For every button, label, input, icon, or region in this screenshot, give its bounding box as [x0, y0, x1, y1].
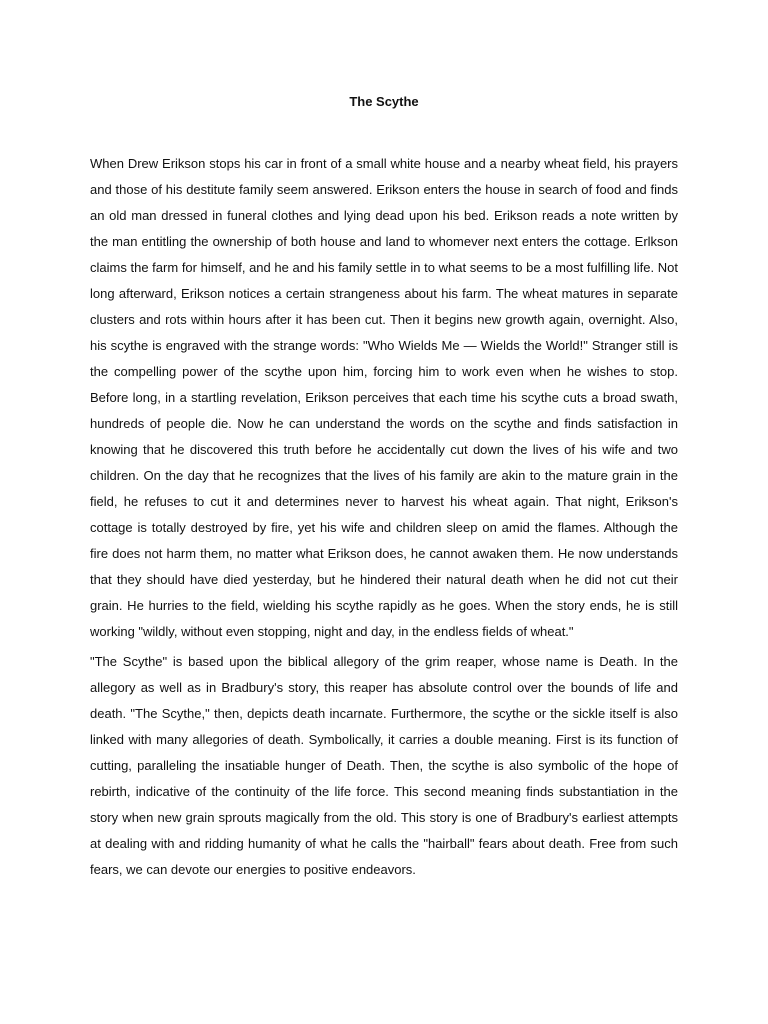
document-page — [90, 94, 678, 887]
paragraph-analysis: "The Scythe" is based upon the biblical allegory of the grim reaper, whose name is Death. In the allegory as well as in Bradbury's story, this reaper has absolute control over the bounds of life and death. "The Scythe," then, depicts death incarnate. Furthermore, the scythe or the sickle itself is also linked with many allegories of death. Symbolically, it carries a double meaning. First is its function of cutting, paralleling the insatiable hunger of Death. Then, the scythe is also symbolic of the hope of rebirth, indicative of the continuity of the life force. This second meaning finds substantiation in the story when new grain sprouts magically from the old. This story is one of Bradbury's earliest attempts at dealing with and ridding humanity of what he calls the "hairball" fears about death. Free from such fears, we can devote our energies to positive endeavors. — [90, 654, 678, 877]
paragraph-summary: When Drew Erikson stops his car in front of a small white house and a nearby wheat field, his prayers and those of his destitute family seem answered. Erikson enters the house in search of food and finds an old man dressed in funeral clothes and lying dead upon his bed. Erikson reads a note written by the man entitling the ownership of both house and land to whomever next enters the cottage. Erlkson claims the farm for himself, and he and his family settle in to what seems to be a most fulfilling life. Not long afterward, Erikson notices a certain strangeness about his farm. The wheat matures in separate clusters and rots within hours after it has been cut. Then it begins new growth again, overnight. Also, his scythe is engraved with the strange words: "Who Wields Me — Wields the World!" Stranger still is the compelling power of the scythe upon him, forcing him to work even when he wishes to stop. Before long, in a startling revelation, Erikson perceives that each time his scythe cuts a broad swath, hundreds of people die. Now he can understand the words on the scythe and finds satisfaction in knowing that he discovered this truth before he accidentally cut down the lives of his wife and two children. On the day that he recognizes that the lives of his family are akin to the mature grain in the field, he refuses to cut it and determines never to harvest his wheat again. That night, Erikson's cottage is totally destroyed by fire, yet his wife and children sleep on amid the flames. Although the fire does not harm them, no matter what Erikson does, he cannot awaken them. He now understands that they should have died yesterday, but he hindered their natural death when he did not cut their grain. He hurries to the field, wielding his scythe rapidly as he goes. When the story ends, he is still working "wildly, without even stopping, night and day, in the endless fields of wheat." — [90, 156, 678, 639]
document-title: The Scythe — [349, 94, 419, 109]
